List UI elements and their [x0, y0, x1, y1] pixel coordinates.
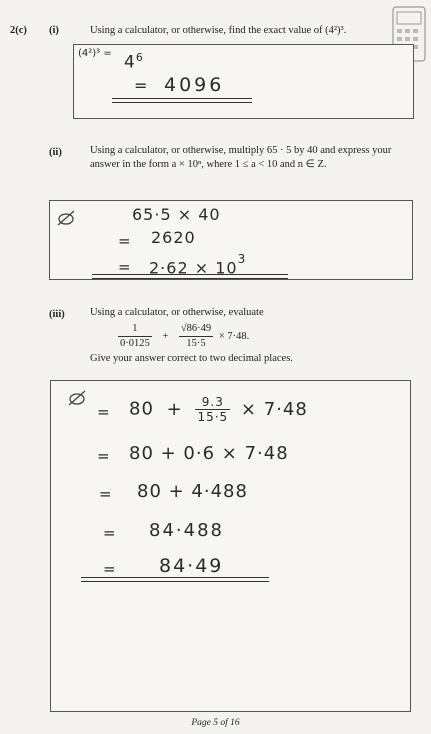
fraction-2: $\frac{√86\cdot 49}{15\cdot 5}$ — [180, 323, 212, 349]
part-iii-label: (iii) — [49, 309, 65, 320]
answer-iii-line4: 84·488 — [149, 520, 224, 541]
answer-ii-eq3: = — [118, 258, 132, 276]
answer-iii-eq1: = — [97, 403, 111, 421]
question-number: 2(c) — [10, 25, 27, 36]
answer-i-result: 4096 — [164, 74, 225, 96]
answer-i-eq: = — [134, 76, 149, 95]
answer-iii-line1: 80 + $\frac{9.3}{15\cdot 5}$ × 7·48 — [129, 395, 308, 424]
answer-i-line1: $4^6$ — [124, 51, 144, 73]
part-iii-expression: $\frac{1}{0\cdot 0125}$ + $\frac{√86\cdot 49}{15\cdot 5}$ × 7·48. — [120, 323, 250, 349]
answer-box-iii — [50, 380, 411, 712]
part-i-label: (i) — [49, 25, 59, 36]
answer-ii-line3: $2\cdot 62 \times 10^3$ — [149, 252, 247, 278]
answer-ii-eq2: = — [118, 232, 132, 250]
answer-iii-line2: 80 + 0·6 × 7·48 — [129, 443, 289, 464]
fraction-1: $\frac{1}{0\cdot 0125}$ — [120, 323, 150, 349]
answer-iii-eq4: = — [103, 524, 117, 542]
answer-iii-result: 84·49 — [159, 555, 224, 577]
part-ii-label: (ii) — [49, 147, 62, 158]
answer-i-lhs: (4²)³ = — [78, 48, 112, 59]
answer-iii-eq3: = — [99, 485, 113, 503]
answer-iii-line3: 80 + 4·488 — [137, 481, 248, 502]
answer-box-ii — [49, 200, 413, 280]
part-iii-line2: Give your answer correct to two decimal places. — [90, 353, 293, 364]
double-underline-i — [112, 98, 252, 103]
answer-box-i — [73, 44, 414, 119]
strike-symbol-icon — [67, 389, 89, 412]
part-i-text: Using a calculator, or otherwise, find the exact value of (4²)³. — [90, 25, 347, 36]
answer-iii-eq5: = — [103, 560, 117, 578]
answer-ii-line1: 65·5 × 40 — [132, 205, 221, 224]
double-underline-iii — [81, 577, 269, 582]
double-underline-ii — [92, 274, 288, 279]
strike-symbol-icon — [56, 209, 78, 232]
page-number: Page 5 of 16 — [191, 718, 240, 728]
part-ii-line2: answer in the form a × 10ⁿ, where 1 ≤ a < 10 and n ∈ Z. — [90, 159, 327, 170]
part-ii-line1: Using a calculator, or otherwise, multiply 65 · 5 by 40 and express your — [90, 145, 392, 156]
answer-ii-line2: 2620 — [151, 228, 196, 247]
answer-iii-eq2: = — [97, 447, 111, 465]
part-iii-line1: Using a calculator, or otherwise, evaluate — [90, 307, 264, 318]
